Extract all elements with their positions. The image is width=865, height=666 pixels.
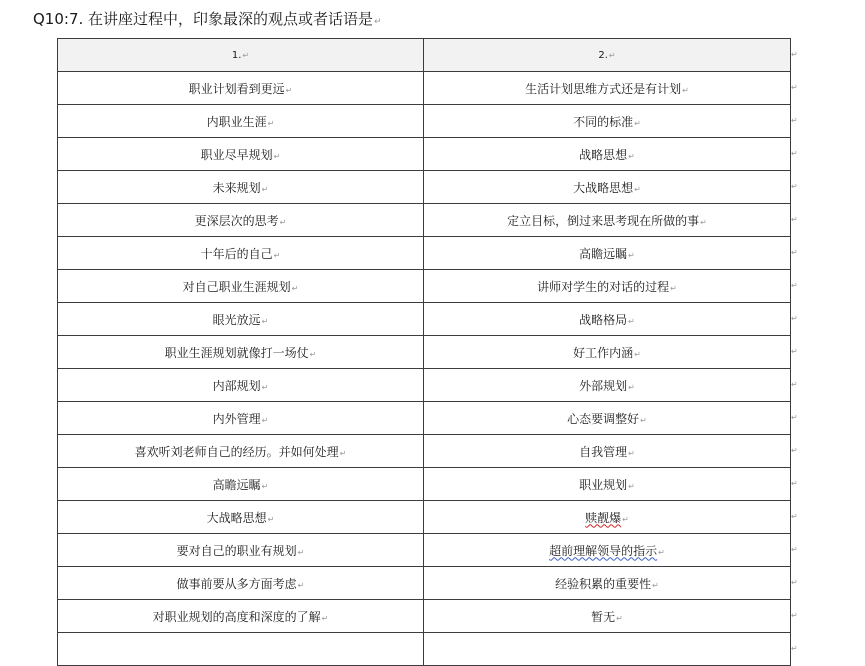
table-cell <box>58 633 424 666</box>
table-cell <box>424 600 791 633</box>
cell-text: 经验积累的重要性 <box>555 576 652 591</box>
table-cell <box>424 567 791 600</box>
table-cell <box>58 303 424 336</box>
cell-text: 战略思想 <box>579 147 628 162</box>
table-cell <box>58 600 424 633</box>
table-row <box>58 270 791 303</box>
responses-table <box>57 38 791 666</box>
table-cell <box>424 468 791 501</box>
cell-end-mark-icon: ↵ <box>261 184 269 194</box>
cell-text: 要对自己的职业有规划 <box>176 543 297 558</box>
table-cell <box>424 435 791 468</box>
row-end-mark-icon: ↵ <box>791 50 798 59</box>
cell-end-mark-icon: ↵ <box>309 349 317 359</box>
row-end-mark-icon: ↵ <box>791 446 798 455</box>
table-cell <box>424 72 791 105</box>
row-end-marks <box>791 38 805 665</box>
cell-end-mark-icon: ↵ <box>628 448 635 458</box>
cell-end-mark-icon: ↵ <box>273 250 281 260</box>
table-header-cell <box>58 39 424 72</box>
cell-end-mark-icon: ↵ <box>628 316 635 326</box>
paragraph-mark-icon: ↵ <box>374 17 382 27</box>
table-row <box>58 336 791 369</box>
table-row <box>58 468 791 501</box>
cell-text: 超前理解领导的指示 <box>549 543 658 558</box>
cell-text: 对自己职业生涯规划 <box>182 279 291 294</box>
cell-text: 外部规划 <box>579 378 628 393</box>
cell-end-mark-icon: ↵ <box>622 514 629 524</box>
cell-end-mark-icon: ↵ <box>652 580 659 590</box>
cell-end-mark-icon: ↵ <box>291 283 299 293</box>
table-cell <box>424 501 791 534</box>
cell-end-mark-icon: ↵ <box>339 448 347 458</box>
row-end-mark-icon: ↵ <box>791 248 798 257</box>
cell-text: 更深层次的思考 <box>194 213 279 228</box>
cell-end-mark-icon: ↵ <box>297 580 305 590</box>
table-cell <box>58 567 424 600</box>
table-cell <box>424 336 791 369</box>
row-end-mark-icon: ↵ <box>791 512 798 521</box>
table-cell <box>58 270 424 303</box>
row-end-mark-icon: ↵ <box>791 215 798 224</box>
table-cell <box>58 72 424 105</box>
row-end-mark-icon: ↵ <box>791 116 798 125</box>
table-cell <box>424 369 791 402</box>
table-cell <box>58 237 424 270</box>
table-cell <box>58 468 424 501</box>
row-end-mark-icon: ↵ <box>791 314 798 323</box>
cell-end-mark-icon: ↵ <box>634 118 641 128</box>
row-end-mark-icon: ↵ <box>791 413 798 422</box>
cell-end-mark-icon: ↵ <box>700 217 707 227</box>
row-end-mark-icon: ↵ <box>791 479 798 488</box>
cell-end-mark-icon: ↵ <box>634 349 641 359</box>
cell-text: 暂无 <box>591 609 616 624</box>
table-cell <box>58 501 424 534</box>
table-row <box>58 534 791 567</box>
row-end-mark-icon: ↵ <box>791 644 798 653</box>
cell-text: 职业规划 <box>579 477 628 492</box>
row-end-mark-icon: ↵ <box>791 578 798 587</box>
cell-text: 生活计划思维方式还是有计划 <box>525 81 682 96</box>
table-cell <box>58 105 424 138</box>
table-cell <box>58 435 424 468</box>
row-end-mark-icon: ↵ <box>791 182 798 191</box>
table-row <box>58 237 791 270</box>
table-cell <box>424 303 791 336</box>
cell-end-mark-icon: ↵ <box>273 151 281 161</box>
cell-end-mark-icon: ↵ <box>321 613 329 623</box>
table-cell <box>58 402 424 435</box>
header-label: 1. <box>231 49 242 61</box>
table-cell <box>424 204 791 237</box>
cell-text: 好工作内涵 <box>573 345 634 360</box>
cell-text: 大战略思想 <box>206 510 267 525</box>
table-row <box>58 72 791 105</box>
cell-text: 喜欢听刘老师自己的经历。并如何处理 <box>134 444 339 459</box>
cell-text: 职业尽早规划 <box>200 147 273 162</box>
cell-text: 内部规划 <box>212 378 261 393</box>
cell-end-mark-icon: ↵ <box>628 481 635 491</box>
cell-text: 定立目标，倒过来思考现在所做的事 <box>507 213 700 228</box>
cell-text: 讲师对学生的对话的过程 <box>537 279 670 294</box>
table-cell <box>58 336 424 369</box>
cell-end-mark-icon: ↵ <box>608 50 616 60</box>
table-cell <box>58 138 424 171</box>
cell-text: 职业计划看到更远 <box>188 81 285 96</box>
cell-end-mark-icon: ↵ <box>628 151 635 161</box>
cell-text: 内职业生涯 <box>206 114 267 129</box>
cell-end-mark-icon: ↵ <box>640 415 647 425</box>
cell-text: 赎靓爆 <box>585 510 622 525</box>
cell-end-mark-icon: ↵ <box>242 50 250 60</box>
table-row <box>58 435 791 468</box>
cell-text: 未来规划 <box>212 180 261 195</box>
cell-end-mark-icon: ↵ <box>658 547 665 557</box>
cell-end-mark-icon: ↵ <box>616 613 623 623</box>
table-cell <box>58 204 424 237</box>
table-row <box>58 369 791 402</box>
cell-text: 心态要调整好 <box>567 411 640 426</box>
cell-end-mark-icon: ↵ <box>279 217 287 227</box>
cell-end-mark-icon: ↵ <box>628 382 635 392</box>
cell-text: 做事前要从多方面考虑 <box>176 576 297 591</box>
cell-end-mark-icon: ↵ <box>297 547 305 557</box>
cell-text: 自我管理 <box>579 444 628 459</box>
cell-text: 十年后的自己 <box>200 246 273 261</box>
question-heading <box>33 9 382 32</box>
responses-table-container <box>57 38 790 666</box>
row-end-mark-icon: ↵ <box>791 83 798 92</box>
cell-end-mark-icon: ↵ <box>634 184 641 194</box>
table-cell <box>424 270 791 303</box>
header-label: 2. <box>598 49 608 61</box>
table-cell <box>424 402 791 435</box>
table-cell <box>58 171 424 204</box>
cell-text: 眼光放远 <box>212 312 261 327</box>
row-end-mark-icon: ↵ <box>791 380 798 389</box>
question-text: Q10:7. 在讲座过程中，印象最深的观点或者话语是 <box>33 10 374 28</box>
table-cell <box>424 138 791 171</box>
row-end-mark-icon: ↵ <box>791 281 798 290</box>
table-cell <box>424 237 791 270</box>
table-row <box>58 138 791 171</box>
table-row <box>58 171 791 204</box>
cell-text: 对职业规划的高度和深度的了解 <box>152 609 321 624</box>
cell-text: 内外管理 <box>212 411 261 426</box>
table-row <box>58 402 791 435</box>
table-header-row <box>58 39 791 72</box>
table-row <box>58 105 791 138</box>
table-row <box>58 600 791 633</box>
cell-end-mark-icon: ↵ <box>628 250 635 260</box>
row-end-mark-icon: ↵ <box>791 545 798 554</box>
cell-end-mark-icon: ↵ <box>267 514 275 524</box>
cell-text: 高瞻远瞩 <box>579 246 628 261</box>
cell-text: 高瞻远瞩 <box>212 477 261 492</box>
cell-end-mark-icon: ↵ <box>261 481 269 491</box>
table-cell <box>424 633 791 666</box>
table-cell <box>424 105 791 138</box>
cell-end-mark-icon: ↵ <box>261 415 269 425</box>
cell-end-mark-icon: ↵ <box>285 85 293 95</box>
cell-end-mark-icon: ↵ <box>670 283 677 293</box>
row-end-mark-icon: ↵ <box>791 149 798 158</box>
row-end-mark-icon: ↵ <box>791 611 798 620</box>
cell-text: 战略格局 <box>579 312 628 327</box>
table-cell <box>424 171 791 204</box>
cell-text: 大战略思想 <box>573 180 634 195</box>
table-cell <box>424 534 791 567</box>
table-row <box>58 567 791 600</box>
row-end-mark-icon: ↵ <box>791 347 798 356</box>
table-row <box>58 633 791 666</box>
table-row <box>58 501 791 534</box>
cell-text: 职业生涯规划就像打一场仗 <box>164 345 309 360</box>
table-row <box>58 204 791 237</box>
cell-end-mark-icon: ↵ <box>261 382 269 392</box>
table-cell <box>58 534 424 567</box>
table-row <box>58 303 791 336</box>
cell-end-mark-icon: ↵ <box>267 118 275 128</box>
table-cell <box>58 369 424 402</box>
table-header-cell <box>424 39 791 72</box>
cell-end-mark-icon: ↵ <box>261 316 269 326</box>
cell-text: 不同的标准 <box>573 114 634 129</box>
cell-end-mark-icon: ↵ <box>682 85 689 95</box>
